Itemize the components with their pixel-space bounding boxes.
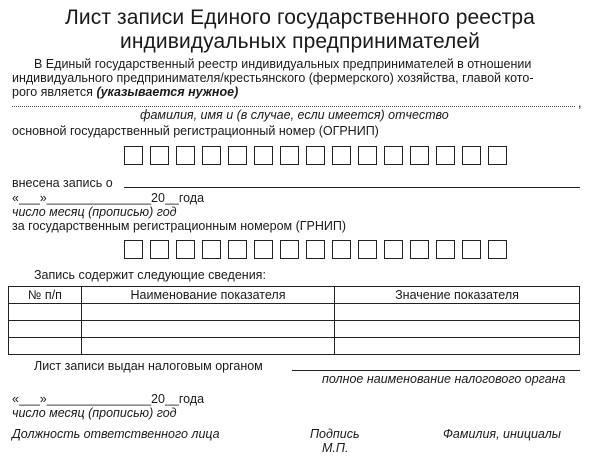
person-name-field[interactable] bbox=[12, 106, 575, 107]
table-cell[interactable] bbox=[9, 304, 82, 321]
grnip-digit-cell[interactable] bbox=[228, 240, 247, 259]
table-cell[interactable] bbox=[335, 338, 580, 355]
ogrnip-digit-cell[interactable] bbox=[176, 146, 195, 165]
issue-date-caption: число месяц (прописью) год bbox=[12, 406, 177, 420]
grnip-digit-cell[interactable] bbox=[462, 240, 481, 259]
grnip-digit-cell[interactable] bbox=[384, 240, 403, 259]
ogrnip-label: основной государственный регистрационный номер (ОГРНИП) bbox=[12, 124, 379, 138]
record-about-label: внесена запись о bbox=[12, 176, 113, 190]
record-date[interactable]: «___»_______________20__года bbox=[12, 191, 205, 205]
table-row bbox=[9, 338, 580, 355]
grnip-digit-cell[interactable] bbox=[306, 240, 325, 259]
record-date-caption: число месяц (прописью) год bbox=[12, 205, 177, 219]
ogrnip-digit-cell[interactable] bbox=[150, 146, 169, 165]
intro-line-3 bbox=[12, 85, 238, 100]
table-row bbox=[9, 304, 580, 321]
ogrnip-digit-cell[interactable] bbox=[384, 146, 403, 165]
col-header-number: № п/п bbox=[9, 287, 82, 304]
official-position-caption: Должность ответственного лица bbox=[12, 427, 220, 441]
grnip-cells[interactable] bbox=[124, 240, 514, 259]
stamp-caption: М.П. bbox=[322, 441, 349, 455]
grnip-digit-cell[interactable] bbox=[202, 240, 221, 259]
ogrnip-digit-cell[interactable] bbox=[436, 146, 455, 165]
table-cell[interactable] bbox=[82, 304, 335, 321]
record-about-field[interactable] bbox=[124, 187, 580, 188]
person-comma: , bbox=[578, 96, 582, 110]
ogrnip-digit-cell[interactable] bbox=[228, 146, 247, 165]
intro-line-3-text: рого является bbox=[12, 85, 93, 99]
ogrnip-digit-cell[interactable] bbox=[358, 146, 377, 165]
form-title-line-2: индивидуальных предпринимателей bbox=[119, 30, 481, 53]
ogrnip-digit-cell[interactable] bbox=[332, 146, 351, 165]
contains-label: Запись содержит следующие сведения: bbox=[34, 268, 266, 282]
table-cell[interactable] bbox=[335, 304, 580, 321]
table-cell[interactable] bbox=[82, 321, 335, 338]
tax-authority-caption: полное наименование налогового органа bbox=[322, 372, 566, 386]
ogrnip-digit-cell[interactable] bbox=[254, 146, 273, 165]
person-name-caption: фамилия, имя и (в случае, если имеется) отчество bbox=[140, 108, 449, 122]
grnip-digit-cell[interactable] bbox=[150, 240, 169, 259]
grnip-label: за государственным регистрационным номером (ГРНИП) bbox=[12, 219, 347, 233]
ogrnip-cells[interactable] bbox=[124, 146, 514, 165]
grnip-digit-cell[interactable] bbox=[280, 240, 299, 259]
ogrnip-digit-cell[interactable] bbox=[410, 146, 429, 165]
table-cell[interactable] bbox=[9, 338, 82, 355]
grnip-digit-cell[interactable] bbox=[332, 240, 351, 259]
grnip-digit-cell[interactable] bbox=[254, 240, 273, 259]
intro-line-2: индивидуального предпринимателя/крестьянского (фермерского) хозяйства, главой кото- bbox=[12, 71, 534, 85]
col-header-indicator-name: Наименование показателя bbox=[82, 287, 335, 304]
ogrnip-digit-cell[interactable] bbox=[124, 146, 143, 165]
grnip-digit-cell[interactable] bbox=[488, 240, 507, 259]
ogrnip-digit-cell[interactable] bbox=[462, 146, 481, 165]
col-header-indicator-value: Значение показателя bbox=[335, 287, 580, 304]
intro-line-3-note: (указывается нужное) bbox=[96, 85, 239, 99]
table-cell[interactable] bbox=[9, 321, 82, 338]
grnip-digit-cell[interactable] bbox=[124, 240, 143, 259]
intro-line-1: В Единый государственный реестр индивидуальных предпринимателей в отношении bbox=[34, 57, 532, 71]
signature-caption: Подпись bbox=[310, 427, 360, 441]
table-row bbox=[9, 321, 580, 338]
ogrnip-digit-cell[interactable] bbox=[306, 146, 325, 165]
ogrnip-digit-cell[interactable] bbox=[202, 146, 221, 165]
tax-authority-field[interactable] bbox=[292, 370, 580, 371]
table-cell[interactable] bbox=[335, 321, 580, 338]
issue-date[interactable]: «___»_______________20__года bbox=[12, 392, 205, 406]
grnip-digit-cell[interactable] bbox=[436, 240, 455, 259]
grnip-digit-cell[interactable] bbox=[176, 240, 195, 259]
record-info-table bbox=[8, 286, 580, 355]
issued-label: Лист записи выдан налоговым органом bbox=[34, 359, 263, 373]
form-title-line-1: Лист записи Единого государственного реестра bbox=[65, 6, 535, 29]
surname-initials-caption: Фамилия, инициалы bbox=[443, 427, 561, 441]
ogrnip-digit-cell[interactable] bbox=[488, 146, 507, 165]
grnip-digit-cell[interactable] bbox=[410, 240, 429, 259]
grnip-digit-cell[interactable] bbox=[358, 240, 377, 259]
table-header-row bbox=[9, 287, 580, 304]
table-cell[interactable] bbox=[82, 338, 335, 355]
ogrnip-digit-cell[interactable] bbox=[280, 146, 299, 165]
